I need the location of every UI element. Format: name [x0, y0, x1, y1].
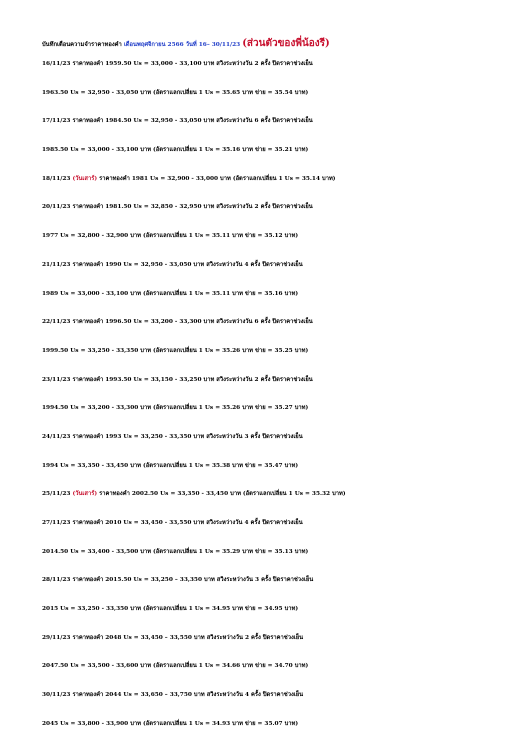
- log-line: [42, 373, 521, 402]
- log-line: [42, 717, 521, 746]
- log-line-text: 23/11/23 ราคาทองคำ 1993.50 Us = 33,150 - 33,250 บาท สวิงระหว่างวัน 2 ครั้ง ปิดราคาช่วงเย็น: [42, 376, 313, 383]
- log-line: [42, 86, 521, 115]
- log-line: [42, 287, 521, 316]
- log-line: [42, 545, 521, 574]
- log-line: [42, 229, 521, 258]
- log-line: [42, 602, 521, 631]
- log-line: [42, 172, 521, 201]
- document-title: [42, 36, 521, 53]
- log-line: [42, 315, 521, 344]
- log-line: [42, 344, 521, 373]
- log-line-text: 1963.50 Us = 32,950 - 33,050 บาท (อัตราแลกเปลี่ยน 1 Us = 35.65 บาท ข่าย = 35.54 บาท): [42, 89, 309, 96]
- title-prefix: บันทึกเตือนความจำราคาทองคำ: [42, 42, 124, 48]
- log-line-text: 20/11/23 ราคาทองคำ 1981.50 Us = 32,850 - 32,950 บาท สวิงระหว่างวัน 2 ครั้ง ปิดราคาช่วงเย็น: [42, 204, 313, 211]
- log-line-text: 2015 Us = 33,250 - 33,350 บาท (อัตราแลกเปลี่ยน 1 Us = 34.95 บาท ข่าย = 34.95 บาท): [42, 606, 299, 613]
- log-line-text: 24/11/23 ราคาทองคำ 1993 Us = 33,250 - 33,350 บาท สวิงระหว่างวัน 3 ครั้ง ปิดราคาช่วงเย็น: [42, 433, 303, 440]
- log-line: [42, 114, 521, 143]
- log-line: [42, 631, 521, 660]
- log-line-text: 2045 Us = 33,800 - 33,900 บาท (อัตราแลกเปลี่ยน 1 Us = 34.93 บาท ข่าย = 35.07 บาท): [42, 720, 299, 727]
- saturday-label: (วันเสาร์): [72, 491, 98, 498]
- log-line: [42, 143, 521, 172]
- log-line: [42, 659, 521, 688]
- log-line-text: 18/11/23: [42, 175, 73, 182]
- log-line-text: 2014.50 Us = 33,400 - 33,500 บาท (อัตราแลกเปลี่ยน 1 Us = 35.29 บาท ข่าย = 35.13 บาท): [42, 548, 309, 555]
- title-month-range: เดือนพฤศจิกายน 2566 วันที่ 16– 30/11/23: [123, 42, 243, 48]
- log-line-text: 1989 Us = 33,000 - 33,100 บาท (อัตราแลกเปลี่ยน 1 Us = 35.11 บาท ข่าย = 35.16 บาท): [42, 290, 299, 297]
- log-line-text: 28/11/23 ราคาทองคำ 2015.50 Us = 33,250 – 33,350 บาท สวิงระหว่างวัน 3 ครั้ง ปิดราคาช่วงเย็น: [42, 577, 314, 584]
- log-line-text: 1977 Us = 32,800 - 32,900 บาท (อัตราแลกเปลี่ยน 1 Us = 35.11 บาท ข่าย = 35.12 บาท): [42, 233, 299, 240]
- log-line-text: 27/11/23 ราคาทองคำ 2010 Us = 33,450 - 33,550 บาท สวิงระหว่างวัน 4 ครั้ง ปิดราคาช่วงเย็น: [42, 520, 303, 526]
- log-line-text: 16/11/23 ราคาทองคำ 1959.50 Us = 33,000 - 33,100 บาท สวิงระหว่างวัน 2 ครั้ง ปิดราคาช่วงเย็น: [42, 61, 313, 67]
- log-line-text: 25/11/23: [42, 491, 73, 498]
- log-line: [42, 200, 521, 229]
- log-line: [42, 516, 521, 545]
- log-line: [42, 487, 521, 516]
- log-line-text-continued: ราคาทองคำ 2002.50 Us = 33,350 - 33,450 บาท (อัตราแลกเปลี่ยน 1 Us = 35.32 บาท): [97, 491, 346, 498]
- log-line-text: 22/11/23 ราคาทองคำ 1996.50 Us = 33,200 - 33,300 บาท สวิงระหว่างวัน 6 ครั้ง ปิดราคาช่วงเย็น: [42, 319, 313, 326]
- title-note: (ส่วนตัวของพี่น้องรี): [242, 38, 330, 49]
- saturday-label: (วันเสาร์): [72, 175, 98, 182]
- price-log: [42, 57, 521, 746]
- log-line-text: 30/11/23 ราคาทองคำ 2044 Us = 33,650 – 33,750 บาท สวิงระหว่างวัน 4 ครั้ง ปิดราคาช่วงเย็น: [42, 692, 304, 699]
- log-line: [42, 573, 521, 602]
- log-line: [42, 459, 521, 488]
- log-line: [42, 430, 521, 459]
- log-line-text: 29/11/23 ราคาทองคำ 2048 Us = 33,450 – 33,550 บาท สวิงระหว่างวัน 2 ครั้ง ปิดราคาช่วงเย็น: [42, 634, 304, 641]
- log-line-text: 2047.50 Us = 33,500 - 33,600 บาท (อัตราแลกเปลี่ยน 1 Us = 34.66 บาท ข่าย = 34.70 บาท): [42, 663, 309, 670]
- log-line-text: 17/11/23 ราคาทองคำ 1984.50 Us = 32,950 - 33,050 บาท สวิงระหว่างวัน 6 ครั้ง ปิดราคาช่วงเย็น: [42, 118, 313, 125]
- log-line-text: 21/11/23 ราคาทองคำ 1990 Us = 32,950 - 33,050 บาท สวิงระหว่างวัน 4 ครั้ง ปิดราคาช่วงเย็น: [42, 261, 303, 268]
- log-line: [42, 258, 521, 287]
- log-line: [42, 57, 521, 86]
- log-line-text: 1994.50 Us = 33,200 - 33,300 บาท (อัตราแลกเปลี่ยน 1 Us = 35.26 บาท ข่าย = 35.27 บาท): [42, 405, 309, 412]
- log-line: [42, 688, 521, 717]
- log-line-text-continued: ราคาทองคำ 1981 Us = 32,900 - 33,000 บาท (อัตราแลกเปลี่ยน 1 Us = 35.14 บาท): [97, 175, 336, 182]
- log-line: [42, 401, 521, 430]
- log-line-text: 1994 Us = 33,350 - 33,450 บาท (อัตราแลกเปลี่ยน 1 Us = 35.38 บาท ข่าย = 35.47 บาท): [42, 462, 299, 469]
- log-line-text: 1985.50 Us = 33,000 - 33,100 บาท (อัตราแลกเปลี่ยน 1 Us = 35.16 บาท ข่าย = 35.21 บาท): [42, 147, 309, 154]
- log-line-text: 1999.50 Us = 33,250 - 33,350 บาท (อัตราแลกเปลี่ยน 1 Us = 35.26 บาท ข่าย = 35.25 บาท): [42, 347, 309, 354]
